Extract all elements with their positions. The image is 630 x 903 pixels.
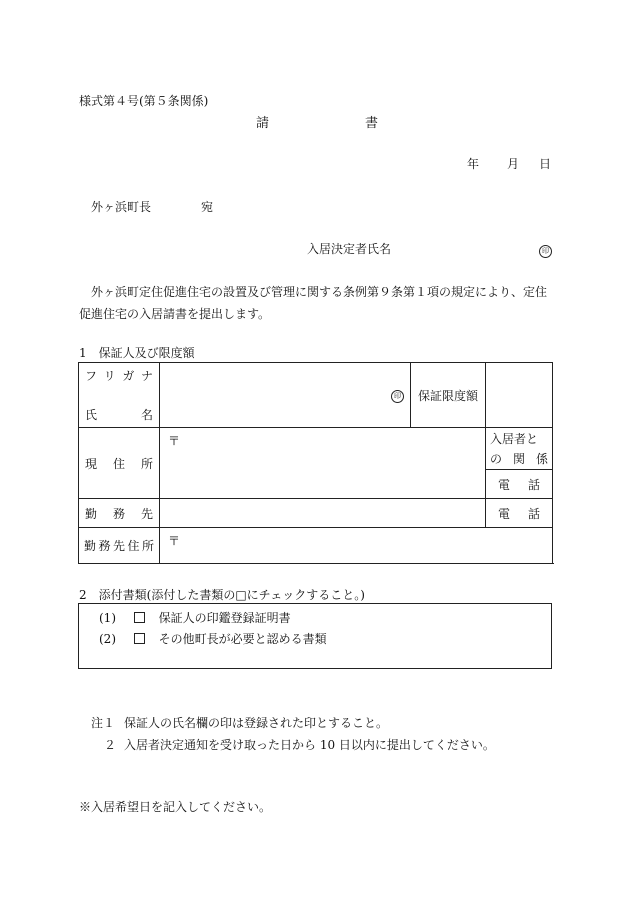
title-char-1: 請 (256, 116, 270, 131)
work-address-field[interactable] (160, 528, 553, 564)
addressee-suffix: 宛 (201, 200, 214, 214)
attachment-2-number: (2) (99, 632, 116, 646)
guarantor-seal-icon: 印 (391, 390, 404, 403)
furigana-name-label-cell: フ リ ガ ナ 氏 名 (79, 363, 160, 428)
note-2-text: 入居者決定通知を受け取った日から 10 日以内に提出してください。 (124, 738, 495, 752)
attachment-1-number: (1) (99, 611, 116, 625)
current-address-field[interactable] (160, 428, 486, 499)
applicant-seal-icon: 印 (539, 242, 552, 258)
attachment-1-label: 保証人の印鑑登録証明書 (158, 611, 291, 625)
section2-heading: 2 添付書類(添付した書類の□にチェックすること。) (79, 588, 365, 602)
attachment-item-2 (99, 632, 327, 646)
note-1-prefix: 注１ (91, 716, 116, 730)
attachment-item-1 (99, 611, 291, 625)
footer-note: ※入居希望日を記入してください。 (79, 800, 272, 814)
workplace-label: 勤 務 先 (79, 499, 160, 528)
note-2-prefix: ２ (104, 738, 117, 752)
current-address-label: 現 住 所 (79, 428, 160, 499)
body-paragraph: 外ヶ浜町定住促進住宅の設置及び管理に関する条例第９条第１項の規定により、定住促進住宅の入居請書を提出します。 (79, 285, 548, 321)
attachment-1-checkbox[interactable] (134, 612, 145, 623)
work-address-label: 勤 務 先 住 所 (79, 528, 160, 564)
workplace-field[interactable] (160, 499, 486, 528)
addressee-name: 外ヶ浜町長 (91, 200, 152, 214)
date-month-label: 月 (507, 157, 520, 171)
section1-heading: 1 保証人及び限度額 (79, 346, 195, 360)
work-postal-mark: 〒 (168, 534, 181, 548)
guarantee-limit-field[interactable] (486, 363, 553, 428)
date-year-label: 年 (467, 157, 480, 171)
phone-label: 電 話 (486, 470, 553, 499)
postal-mark: 〒 (168, 434, 181, 448)
relation-label: 入居者と の 関 係 (486, 428, 553, 470)
workplace-phone-label: 電 話 (486, 499, 553, 528)
attachments-box (78, 603, 552, 669)
applicant-label: 入居決定者氏名 (307, 242, 392, 256)
attachment-2-label: その他町長が必要と認める書類 (158, 632, 327, 646)
guarantor-name-field[interactable] (160, 363, 411, 428)
note-1-text: 保証人の氏名欄の印は登録された印とすること。 (124, 716, 389, 730)
guarantee-limit-label: 保証限度額 (411, 363, 486, 428)
guarantor-table (78, 362, 553, 564)
title-char-2: 書 (365, 116, 379, 131)
date-day-label: 日 (539, 157, 552, 171)
attachment-2-checkbox[interactable] (134, 633, 145, 644)
form-number: 様式第４号(第５条関係) (79, 94, 209, 108)
